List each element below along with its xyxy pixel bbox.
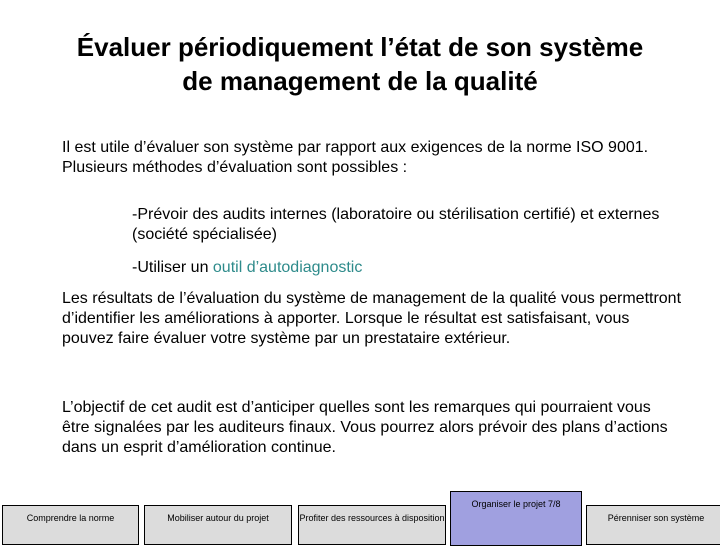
- bullet-autodiagnostic: [132, 258, 692, 278]
- nav-organiser-le-projet[interactable]: Organiser le projet 7/8: [450, 491, 582, 546]
- nav-profiter-des-ressources[interactable]: Profiter des ressources à disposition: [298, 505, 446, 545]
- page-title: [30, 30, 690, 98]
- nav-mobiliser-autour-du-projet[interactable]: Mobiliser autour du projet: [144, 505, 292, 545]
- bullet-audits: -Prévoir des audits internes (laboratoire ou stérilisation certifié) et externes (société spécialisée): [132, 206, 660, 243]
- nav-comprendre-la-norme[interactable]: Comprendre la norme: [2, 505, 139, 545]
- nav-perenniser-son-systeme[interactable]: Pérenniser son système: [586, 505, 720, 545]
- autodiagnostic-link[interactable]: outil d’autodiagnostic: [212, 259, 363, 276]
- intro-paragraph: Il est utile d’évaluer son système par rapport aux exigences de la norme ISO 9001. Plusieurs méthodes d’évaluation sont possibles :: [62, 139, 649, 176]
- title-line-1: Évaluer périodiquement l’état de son système: [76, 32, 644, 62]
- title-line-2: de management de la qualité: [182, 66, 538, 96]
- objective-paragraph: L’objectif de cet audit est d’anticiper quelles sont les remarques qui pourraient vous être signalées par les auditeurs finaux. Vous pourrez alors prévoir des plans d’actions dans un esprit d’amélioration continue.: [62, 399, 668, 456]
- bullet-prefix: -Utiliser un: [132, 259, 213, 276]
- results-paragraph: Les résultats de l’évaluation du système de management de la qualité vous permettront d’identifier les améliorations à apporter. Lorsque le résultat est satisfaisant, vous pouvez faire évaluer votre système par un prestataire extérieur.: [62, 290, 682, 347]
